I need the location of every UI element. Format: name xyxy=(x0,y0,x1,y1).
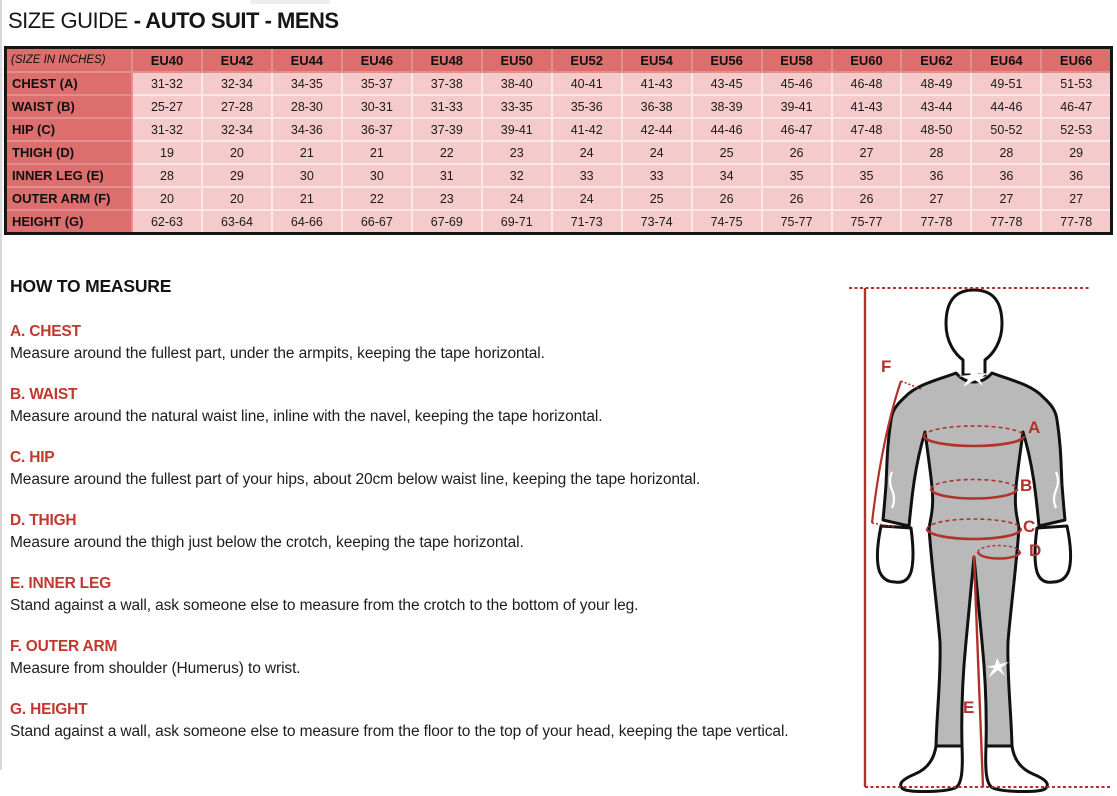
table-cell: 49-51 xyxy=(971,72,1041,95)
row-label: OUTER ARM (F) xyxy=(6,187,133,210)
table-cell: 26 xyxy=(762,187,832,210)
table-cell: 31-32 xyxy=(132,118,202,141)
table-cell: 41-42 xyxy=(552,118,622,141)
size-column-header: EU50 xyxy=(482,48,552,73)
measure-section-label: A. CHEST xyxy=(10,323,81,340)
label-inner-leg-e: E xyxy=(963,698,975,717)
table-cell: 36 xyxy=(1041,164,1111,187)
size-column-header: EU52 xyxy=(552,48,622,73)
measure-section-label: B. WAIST xyxy=(10,386,78,403)
table-cell: 19 xyxy=(132,141,202,164)
table-cell: 25-27 xyxy=(132,95,202,118)
row-label: WAIST (B) xyxy=(6,95,133,118)
measure-section-text: Measure from shoulder (Humerus) to wrist. xyxy=(10,660,301,677)
measure-section-text: Measure around the thigh just below the crotch, keeping the tape horizontal. xyxy=(10,534,524,551)
table-cell: 62-63 xyxy=(132,210,202,234)
measure-section xyxy=(10,638,846,679)
measure-section xyxy=(10,701,846,742)
table-cell: 20 xyxy=(132,187,202,210)
measure-section xyxy=(10,386,846,427)
table-cell: 31 xyxy=(412,164,482,187)
table-row xyxy=(6,210,1112,234)
row-label: HIP (C) xyxy=(6,118,133,141)
measure-section-label: G. HEIGHT xyxy=(10,701,88,718)
row-label: THIGH (D) xyxy=(6,141,133,164)
table-row xyxy=(6,187,1112,210)
figure-right-foot xyxy=(986,746,1048,792)
measure-section xyxy=(10,512,846,553)
table-cell: 77-78 xyxy=(1041,210,1111,234)
table-cell: 47-48 xyxy=(832,118,902,141)
table-cell: 30 xyxy=(272,164,342,187)
table-cell: 37-39 xyxy=(412,118,482,141)
size-table-body xyxy=(6,72,1112,234)
table-cell: 35-36 xyxy=(552,95,622,118)
table-row xyxy=(6,95,1112,118)
table-cell: 38-39 xyxy=(692,95,762,118)
table-cell: 21 xyxy=(272,187,342,210)
table-cell: 46-48 xyxy=(832,72,902,95)
table-row xyxy=(6,164,1112,187)
table-cell: 35-37 xyxy=(342,72,412,95)
size-column-header: EU66 xyxy=(1041,48,1111,73)
label-outer-arm-f: F xyxy=(881,357,892,376)
table-cell: 24 xyxy=(622,141,692,164)
page-left-border xyxy=(0,0,2,770)
table-cell: 36-38 xyxy=(622,95,692,118)
size-column-header: EU44 xyxy=(272,48,342,73)
table-row xyxy=(6,72,1112,95)
table-cell: 27 xyxy=(1041,187,1111,210)
table-cell: 35 xyxy=(832,164,902,187)
size-column-header: EU56 xyxy=(692,48,762,73)
measure-section-label: D. THIGH xyxy=(10,512,77,529)
table-row xyxy=(6,141,1112,164)
table-cell: 22 xyxy=(412,141,482,164)
label-hip-c: C xyxy=(1023,517,1036,536)
table-cell: 21 xyxy=(272,141,342,164)
table-cell: 25 xyxy=(622,187,692,210)
size-table-header-row xyxy=(6,48,1112,73)
size-column-header: EU60 xyxy=(832,48,902,73)
table-cell: 27 xyxy=(901,187,971,210)
table-cell: 24 xyxy=(552,141,622,164)
measure-section-label: C. HIP xyxy=(10,449,55,466)
top-edge-artifact xyxy=(250,0,330,4)
table-cell: 28-30 xyxy=(272,95,342,118)
table-cell: 28 xyxy=(132,164,202,187)
size-column-header: EU58 xyxy=(762,48,832,73)
measure-section-label: E. INNER LEG xyxy=(10,575,111,592)
table-cell: 34-36 xyxy=(272,118,342,141)
table-cell: 74-75 xyxy=(692,210,762,234)
table-cell: 34-35 xyxy=(272,72,342,95)
figure-head xyxy=(946,290,1002,375)
table-cell: 63-64 xyxy=(202,210,272,234)
measure-section xyxy=(10,449,846,490)
table-cell: 45-46 xyxy=(762,72,832,95)
table-cell: 33-35 xyxy=(482,95,552,118)
table-cell: 26 xyxy=(692,187,762,210)
measure-section-text: Measure around the natural waist line, inline with the navel, keeping the tape horizontal. xyxy=(10,408,603,425)
page-title-prefix: SIZE GUIDE xyxy=(8,8,128,33)
table-cell: 40-41 xyxy=(552,72,622,95)
table-cell: 66-67 xyxy=(342,210,412,234)
table-cell: 23 xyxy=(412,187,482,210)
table-cell: 38-40 xyxy=(482,72,552,95)
table-cell: 34 xyxy=(692,164,762,187)
size-column-header: EU46 xyxy=(342,48,412,73)
table-cell: 30 xyxy=(342,164,412,187)
table-cell: 32-34 xyxy=(202,118,272,141)
measure-section xyxy=(10,575,846,616)
table-cell: 36 xyxy=(901,164,971,187)
label-waist-b: B xyxy=(1020,476,1033,495)
table-cell: 39-41 xyxy=(482,118,552,141)
table-cell: 43-44 xyxy=(901,95,971,118)
table-cell: 27-28 xyxy=(202,95,272,118)
table-cell: 25 xyxy=(692,141,762,164)
size-column-header: EU64 xyxy=(971,48,1041,73)
measure-section-text: Stand against a wall, ask someone else to measure from the floor to the top of your head, keeping the tape vertical. xyxy=(10,723,789,740)
measure-sections xyxy=(10,323,846,742)
table-cell: 29 xyxy=(202,164,272,187)
table-cell: 36 xyxy=(971,164,1041,187)
table-cell: 75-77 xyxy=(762,210,832,234)
table-cell: 26 xyxy=(762,141,832,164)
body-measure-figure xyxy=(845,280,1117,796)
size-column-header: EU42 xyxy=(202,48,272,73)
label-thigh-d: D xyxy=(1029,541,1042,560)
table-cell: 27 xyxy=(832,141,902,164)
table-cell: 23 xyxy=(482,141,552,164)
table-cell: 69-71 xyxy=(482,210,552,234)
table-cell: 29 xyxy=(1041,141,1111,164)
row-label: HEIGHT (G) xyxy=(6,210,133,234)
measure-section-text: Measure around the fullest part, under the armpits, keeping the tape horizontal. xyxy=(10,345,545,362)
table-cell: 21 xyxy=(342,141,412,164)
size-table xyxy=(4,46,1113,235)
measurement-diagram xyxy=(845,280,1117,796)
table-cell: 50-52 xyxy=(971,118,1041,141)
table-cell: 28 xyxy=(971,141,1041,164)
table-cell: 22 xyxy=(342,187,412,210)
table-cell: 41-43 xyxy=(832,95,902,118)
table-cell: 48-49 xyxy=(901,72,971,95)
table-cell: 67-69 xyxy=(412,210,482,234)
table-cell: 30-31 xyxy=(342,95,412,118)
table-cell: 64-66 xyxy=(272,210,342,234)
label-chest-a: A xyxy=(1028,418,1041,437)
how-to-measure-heading: HOW TO MEASURE xyxy=(10,276,172,296)
size-column-header: EU62 xyxy=(901,48,971,73)
size-column-header: EU48 xyxy=(412,48,482,73)
table-cell: 52-53 xyxy=(1041,118,1111,141)
table-cell: 44-46 xyxy=(971,95,1041,118)
measure-section-label: F. OUTER ARM xyxy=(10,638,118,655)
table-cell: 24 xyxy=(552,187,622,210)
table-cell: 71-73 xyxy=(552,210,622,234)
table-cell: 75-77 xyxy=(832,210,902,234)
size-column-header: EU54 xyxy=(622,48,692,73)
page-title xyxy=(8,8,339,34)
figure-left-glove xyxy=(877,526,913,582)
page-title-main: - AUTO SUIT - MENS xyxy=(133,8,339,33)
table-cell: 26 xyxy=(832,187,902,210)
table-cell: 33 xyxy=(622,164,692,187)
table-cell: 42-44 xyxy=(622,118,692,141)
table-cell: 20 xyxy=(202,141,272,164)
table-cell: 33 xyxy=(552,164,622,187)
table-cell: 41-43 xyxy=(622,72,692,95)
size-column-header: EU40 xyxy=(132,48,202,73)
table-cell: 73-74 xyxy=(622,210,692,234)
table-cell: 37-38 xyxy=(412,72,482,95)
table-cell: 32 xyxy=(482,164,552,187)
row-label: CHEST (A) xyxy=(6,72,133,95)
table-cell: 31-32 xyxy=(132,72,202,95)
how-to-measure xyxy=(10,276,846,764)
table-cell: 77-78 xyxy=(971,210,1041,234)
table-cell: 43-45 xyxy=(692,72,762,95)
table-cell: 20 xyxy=(202,187,272,210)
table-cell: 48-50 xyxy=(901,118,971,141)
table-row xyxy=(6,118,1112,141)
measure-section xyxy=(10,323,846,364)
table-cell: 31-33 xyxy=(412,95,482,118)
table-cell: 46-47 xyxy=(1041,95,1111,118)
row-label: INNER LEG (E) xyxy=(6,164,133,187)
measure-section-text: Stand against a wall, ask someone else to measure from the crotch to the bottom of your leg. xyxy=(10,597,639,614)
table-cell: 77-78 xyxy=(901,210,971,234)
measure-section-text: Measure around the fullest part of your hips, about 20cm below waist line, keeping the tape horizontal. xyxy=(10,471,701,488)
table-cell: 39-41 xyxy=(762,95,832,118)
table-cell: 32-34 xyxy=(202,72,272,95)
table-cell: 35 xyxy=(762,164,832,187)
table-cell: 46-47 xyxy=(762,118,832,141)
size-table-head xyxy=(6,48,1112,73)
table-corner-label: (SIZE IN INCHES) xyxy=(6,48,133,73)
table-cell: 44-46 xyxy=(692,118,762,141)
table-cell: 27 xyxy=(971,187,1041,210)
figure-left-foot xyxy=(901,746,963,792)
table-cell: 36-37 xyxy=(342,118,412,141)
table-cell: 28 xyxy=(901,141,971,164)
table-cell: 24 xyxy=(482,187,552,210)
table-cell: 51-53 xyxy=(1041,72,1111,95)
